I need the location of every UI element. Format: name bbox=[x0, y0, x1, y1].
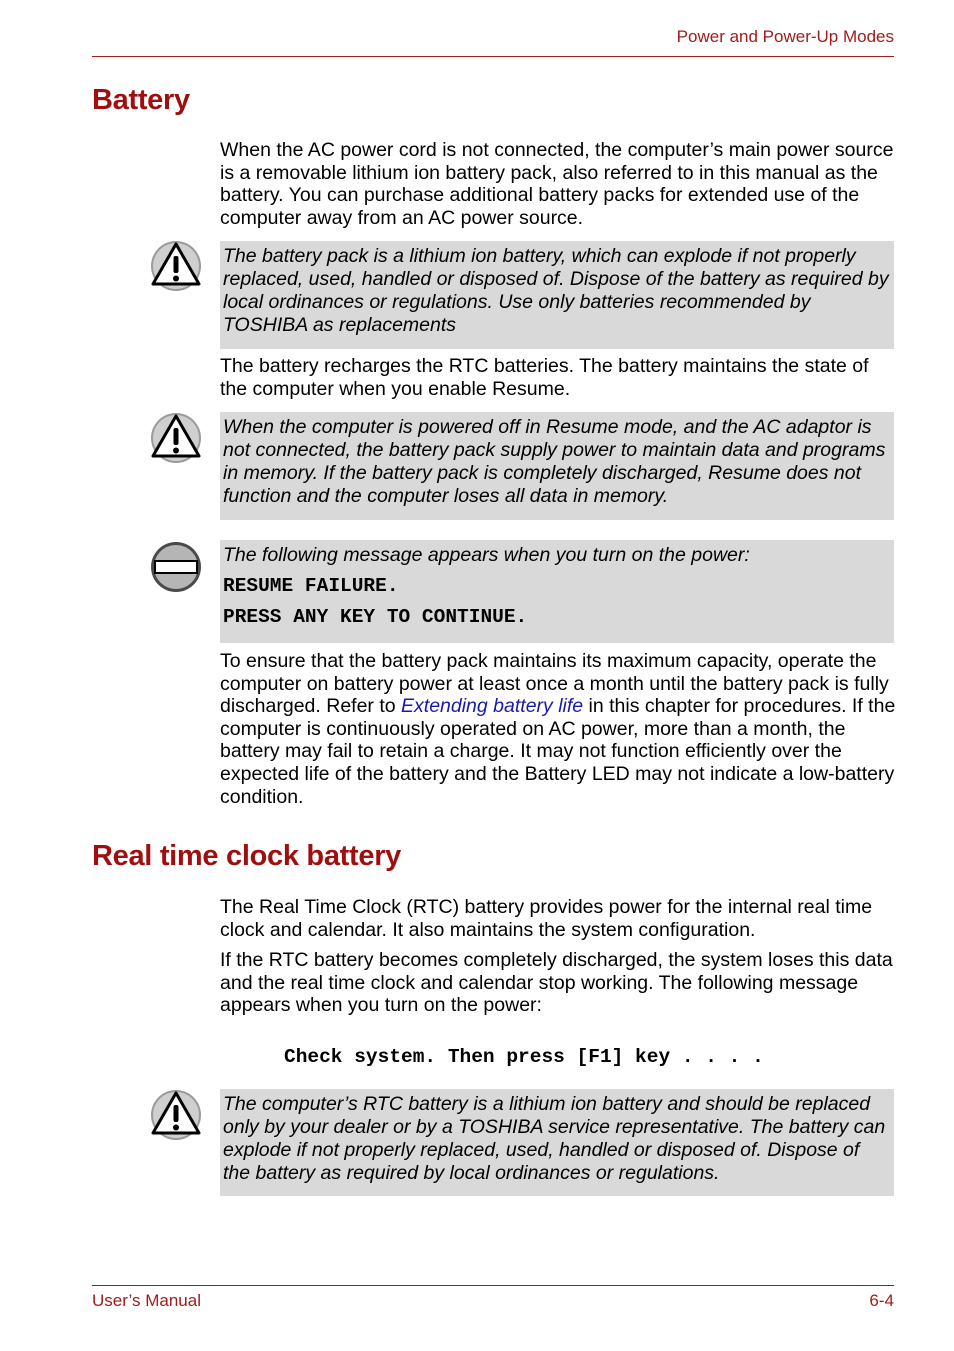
rtc-para-2: If the RTC battery becomes completely discharged, the system loses this data and the real time clock and calendar stop working. The following message appears when you turn on the power: bbox=[220, 949, 893, 1017]
battery-intro bbox=[220, 139, 896, 237]
rtc-recharge-text: The battery recharges the RTC batteries. The battery maintains the state of the computer when you enable Resume. bbox=[220, 355, 869, 400]
extending-battery-life-link[interactable]: Extending battery life bbox=[401, 695, 584, 718]
capacity-text-before: To ensure that the battery pack maintains its maximum capacity, operate the computer on battery power at least once a month until the battery pack is fully discharged. Refer to bbox=[220, 650, 889, 718]
footer-left: User’s Manual bbox=[92, 1291, 201, 1310]
warning-note-2 bbox=[220, 412, 894, 520]
warning-triangle-icon bbox=[150, 1089, 202, 1141]
caution-note bbox=[220, 540, 894, 643]
rtc-paras bbox=[220, 896, 896, 1025]
warning-triangle-icon bbox=[150, 240, 202, 292]
capacity-text-after: in this chapter for procedures. If the computer is continuously operated on AC power, more than a month, the battery may fail to retain a charge. It may not function efficiently over the expected life of the battery and the Battery LED may not indicate a low-battery condition. bbox=[220, 695, 896, 808]
capacity-para bbox=[220, 650, 896, 816]
warning-note-2-text: When the computer is powered off in Resume mode, and the AC adaptor is not connected, the battery pack supply power to maintain data and programs in memory. If the battery pack is completely discharged, Resume does not function and the computer loses all data in memory. bbox=[223, 416, 886, 507]
header-rule bbox=[92, 56, 894, 57]
warning-triangle-icon bbox=[150, 412, 202, 464]
warning-note-3 bbox=[220, 1089, 894, 1196]
rtc-error-message: Check system. Then press [F1] key . . . . bbox=[284, 1046, 764, 1068]
section-heading-battery: Battery bbox=[92, 84, 190, 116]
page-number: 6-4 bbox=[869, 1291, 894, 1310]
section-heading-rtc: Real time clock battery bbox=[92, 840, 402, 872]
footer-rule bbox=[92, 1285, 894, 1286]
rtc-para-1: The Real Time Clock (RTC) battery provides power for the internal real time clock and calendar. It also maintains the system configuration. bbox=[220, 896, 873, 941]
warning-note-1-text: The battery pack is a lithium ion battery, which can explode if not properly replaced, used, handled or disposed of. Dispose of the battery as required by local ordinances or regulations. Use only batteries recommended by TOSHIBA as replacements bbox=[223, 245, 889, 336]
caution-bar-icon bbox=[150, 541, 202, 593]
battery-intro-text: When the AC power cord is not connected, the computer’s main power source is a removable lithium ion battery pack, also referred to in this manual as the battery. You can purchase additional battery packs for extended use of the computer away from an AC power source. bbox=[220, 139, 894, 229]
warning-note-3-text: The computer’s RTC battery is a lithium ion battery and should be replaced only by your dealer or by a TOSHIBA service representative. The battery can explode if not properly replaced, used, handled or disposed of. Dispose of the battery as required by local ordinances or regulations. bbox=[223, 1093, 886, 1184]
rtc-recharge-para bbox=[220, 355, 896, 408]
warning-note-1 bbox=[220, 241, 894, 349]
caution-message-line1: RESUME FAILURE. bbox=[223, 575, 399, 597]
caution-message-line2: PRESS ANY KEY TO CONTINUE. bbox=[223, 606, 528, 628]
caution-note-text: The following message appears when you turn on the power: bbox=[223, 544, 750, 566]
running-header: Power and Power-Up Modes bbox=[676, 27, 894, 46]
